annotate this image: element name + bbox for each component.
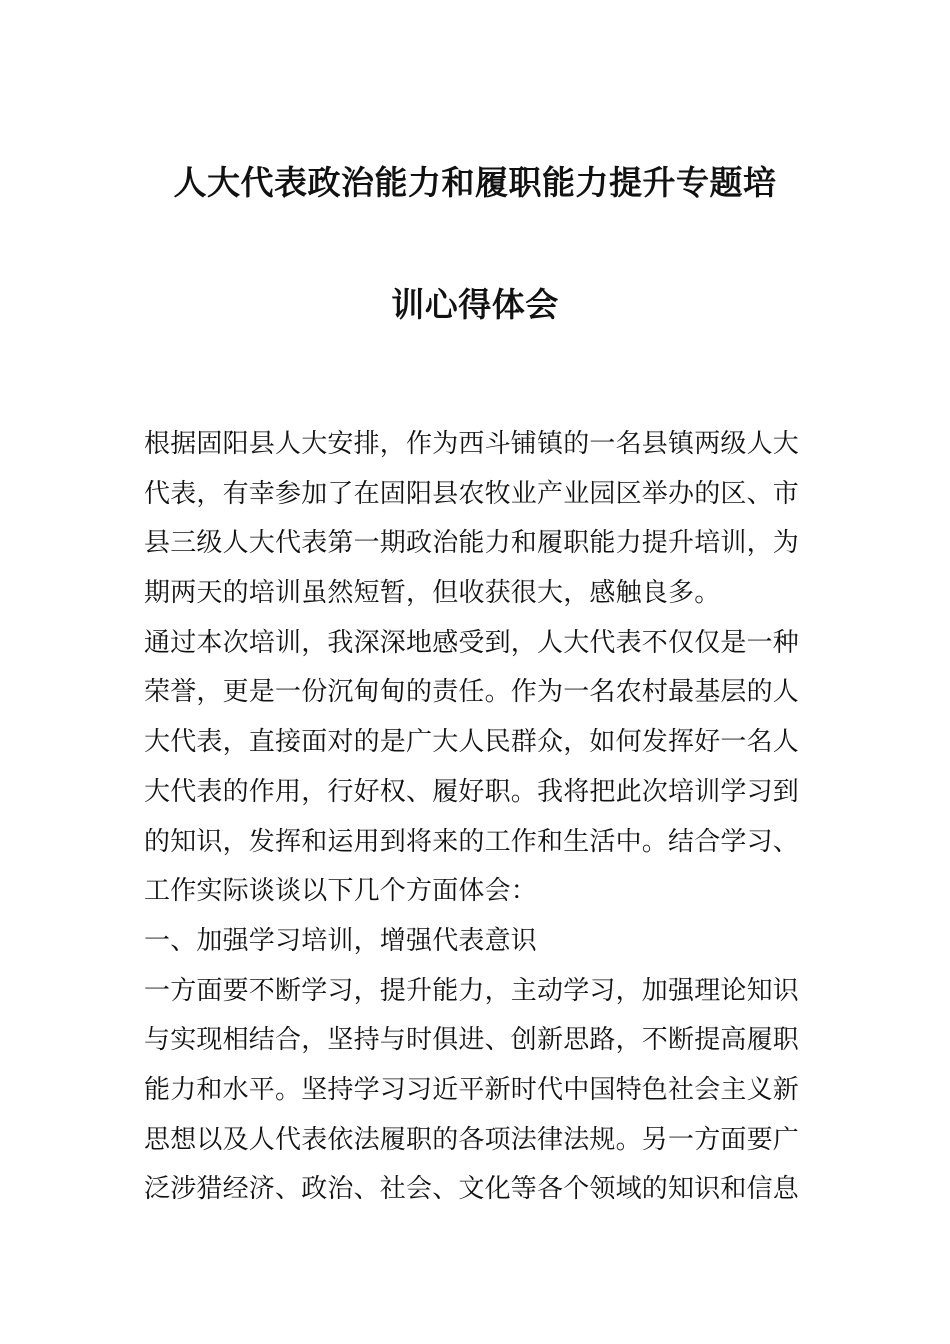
body-line: 县三级人大代表第一期政治能力和履职能力提升培训，为 xyxy=(144,528,800,559)
body-line: 荣誉，更是一份沉甸甸的责任。作为一名农村最基层的人 xyxy=(144,677,800,708)
body-line: 期两天的培训虽然短暂，但收获很大，感触良多。 xyxy=(144,578,721,609)
body-line: 根据固阳县人大安排，作为西斗铺镇的一名县镇两级人大 xyxy=(144,429,800,459)
body-line: 的知识，发挥和运用到将来的工作和生活中。结合学习、 xyxy=(144,826,800,857)
body-line: 能力和水平。坚持学习习近平新时代中国特色社会主义新 xyxy=(144,1074,800,1105)
body-line: 泛涉猎经济、政治、社会、文化等各个领域的知识和信息 xyxy=(144,1174,800,1205)
body-line: 代表，有幸参加了在固阳县农牧业产业园区举办的区、市 xyxy=(144,478,800,509)
body-line: 思想以及人代表依法履职的各项法律法规。另一方面要广 xyxy=(144,1124,800,1155)
body-line: 与实现相结合，坚持与时俱进、创新思路，不断提高履职 xyxy=(144,1025,800,1056)
body-line: 通过本次培训，我深深地感受到，人大代表不仅仅是一种 xyxy=(144,627,800,658)
body-line: 大代表，直接面对的是广大人民群众，如何发挥好一名人 xyxy=(144,727,800,758)
document-title-line-2: 训心得体会 xyxy=(391,285,559,324)
section-heading: 一、加强学习培训，增强代表意识 xyxy=(144,925,538,956)
body-line: 大代表的作用，行好权、履好职。我将把此次培训学习到 xyxy=(144,776,800,807)
body-line: 一方面要不断学习，提升能力，主动学习，加强理论知识 xyxy=(144,975,800,1006)
document-title-line-1: 人大代表政治能力和履职能力提升专题培 xyxy=(173,163,777,202)
document-body xyxy=(144,420,814,1215)
body-line: 工作实际谈谈以下几个方面体会： xyxy=(144,876,538,907)
